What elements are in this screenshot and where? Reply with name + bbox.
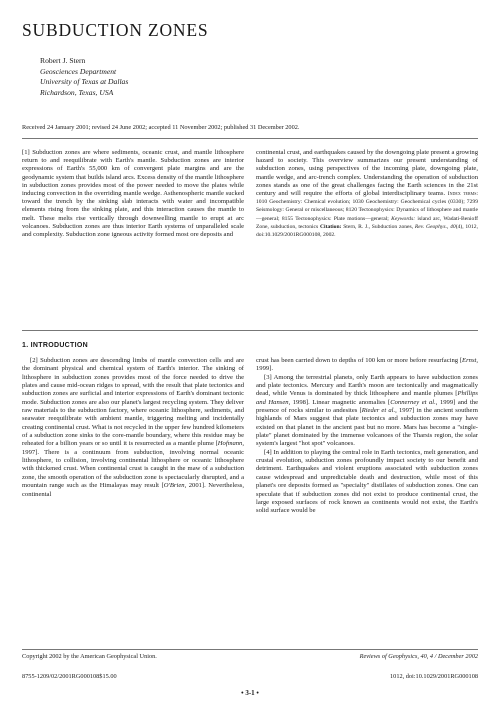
section-heading-introduction: 1. INTRODUCTION [22, 342, 88, 349]
ref-connerney[interactable]: Connerney et al. [390, 398, 436, 406]
footer-rule [22, 649, 478, 650]
ref-phillips-hansen[interactable]: Phillips and Hansen [256, 390, 478, 406]
ref-rieder[interactable]: Rieder et al. [361, 407, 396, 415]
header-rule [22, 138, 478, 139]
abstract-right-column [256, 149, 478, 239]
index-terms-label: Index terms: [447, 191, 478, 198]
abstract-left-column [22, 149, 244, 239]
journal-issue: Reviews of Geophysics, 40, 4 / December 2002 [359, 653, 478, 660]
ref-ernst[interactable]: Ernst [462, 357, 477, 364]
citation-journal: Rev. Geophys., 40 [414, 223, 456, 230]
footer-line-1 [22, 653, 478, 660]
received-dates: Received 24 January 2001; revised 24 June 2002; accepted 11 November 2002; published 31 December 2002. [22, 124, 300, 131]
paragraph-2: [2] Subduction zones are descending limbs of mantle convection cells and are the dominant physical and chemical system of Earth's interior. The sinking of lithosphere in subduction zones provides most of the force needed to drive the plates and cause mid-ocean ridges to spread, with the result that plate tectonics and subduction zones are surficial and interior expressions of Earth's dominant tectonic mode. Subduction zones are also our planet's largest recycling system. They deliver raw materials to the subduction factory, where oceanic lithosphere, sediments, and seawater reequilibrate with ambient mantle, triggering melting and incidentally creating continental crust. What is not recycled in the upper few hundred kilometers of a subduction zone sinks to the core-mantle boundary, where this residue may be reheated for a billion years or so until it is resurrected as a mantle plume [Hofmann, 1997]. There is a continuum from subduction, involving normal oceanic lithosphere, to collision, involving continental lithosphere or oceanic lithosphere with thickened crust. When continental crust is caught in the maw of a subduction zone, the smooth operation of the subduction zone is spectacularly disrupted, and a mountain range such as the Himalayas may result [O'Brien, 2001]. Nevertheless, continental [22, 357, 244, 498]
affiliation-line-3: Richardson, Texas, USA [40, 87, 114, 97]
ref-obrien[interactable]: O'Brien [163, 482, 185, 490]
author-name: Robert J. Stern [40, 56, 86, 65]
abstract-paragraph-1: [1] Subduction zones are where sediments, oceanic crust, and mantle lithosphere return to and reequilibrate with Earth's mantle. Subduction zones are interior expressions of Earth's 55,000 km of convergent plate margins and are the geodynamic system that builds island arcs. Excess density of the mantle lithosphere in subduction zones provides most of the power needed to move the plates while inducing convection in the overriding mantle wedge. Asthenospheric mantle sucked toward the trench by the sinking slab interacts with water and incompatible elements rising from the sinking plate, and this interaction causes the mantle to melt. These melts rise vertically through downwelling mantle to erupt at arc volcanoes. Subduction zones are thus interior Earth systems of unparalleled scale and complexity. Subduction zone igneous activity formed most ore deposits and [22, 149, 244, 239]
citation-label: Citation: [319, 223, 342, 230]
abstract-paragraph-1-cont: continental crust, and earthquakes caused by the downgoing plate present a growing hazard to society. This overview summarizes our present understanding of subduction zones, using perspectives of the incoming plate, downgoing plate, mantle wedge, and arc-trench complex. Understanding the operation of subduction zones stands as one of the great challenges facing the Earth sciences in the 21st century and will require the efforts of global interdisciplinary teams. [256, 149, 478, 198]
author-block [40, 56, 128, 98]
affiliation-line-1: Geosciences Department [40, 66, 117, 76]
article-title: SUBDUCTION ZONES [22, 20, 209, 40]
page-number: • 3-1 • [241, 689, 259, 697]
index-terms-text: 1010 Geochemistry: Chemical evolution; 1030 Geochemistry: Geochemical cycles (0330); 7299 Seismology: General or miscellaneous; 8120 Tectonophysics: Dynamics of lithosphere and mantle—general; 8155 Tectonophysics: Plate motions—general; [256, 199, 478, 222]
abstract-rule [22, 330, 478, 331]
affiliation-line-2: University of Texas at Dallas [40, 77, 129, 86]
body-right-column [256, 357, 478, 516]
paragraph-4: [4] In addition to playing the central role in Earth tectonics, melt generation, and crustal evolution, subduction zones profoundly impact society to our benefit and detriment. Earthquakes and violent eruptions associated with subduction zones cause widespread and unpredictable death and destruction, while most of this planet's ore deposits formed as "specialty" distillates of subduction zones. One can speculate that if subduction zones did not exist to produce continental crust, the large exposed surfaces of rock known as continents would not exist, the Earth's solid surface would be [256, 448, 478, 515]
paragraph-3: [3] Among the terrestrial planets, only Earth appears to have subduction zones and plate tectonics. Mercury and Earth's moon are tectonically and magmatically dead, while Venus is dominated by thick lithosphere and mantle plumes [Phillips and Hansen, 1998]. Linear magnetic anomalies [Connerney et al., 1999] and the presence of rocks similar to andesites [Rieder et al., 1997] in the ancient southern highlands of Mars suggest that plate tectonics and subduction zones may have existed on that planet in the ancient past but no more. Mars has become a "single-plate" planet dominated by the immense volcanoes of the Tharsis region, the solar system's largest "hot spot" volcanoes. [256, 373, 478, 448]
citation-text-b: (4), 1012, doi:10.1029/2001RG000108, 2002. [256, 223, 478, 239]
paragraph-2-cont: crust has been carried down to depths of 100 km or more before resurfacing [Ernst, 1999]. [256, 357, 478, 373]
issn-code: 8755-1209/02/2001RG000108$15.00 [22, 673, 117, 680]
copyright: Copyright 2002 by the American Geophysical Union. [22, 653, 157, 660]
citation-text-a: Stern, R. J., Subduction zones, [343, 223, 414, 230]
abstract [22, 149, 478, 239]
ref-hofmann[interactable]: Hofmann [217, 440, 243, 448]
doi: 1012, doi:10.1029/2001RG000108 [390, 673, 478, 680]
keywords-label: Keywords: [391, 215, 416, 222]
body-left-column [22, 357, 244, 516]
body-text [22, 357, 478, 516]
keywords-text: island arc, Wadati-Benioff Zone, subduction, tectonics [256, 215, 478, 230]
footer-line-2 [22, 673, 478, 680]
